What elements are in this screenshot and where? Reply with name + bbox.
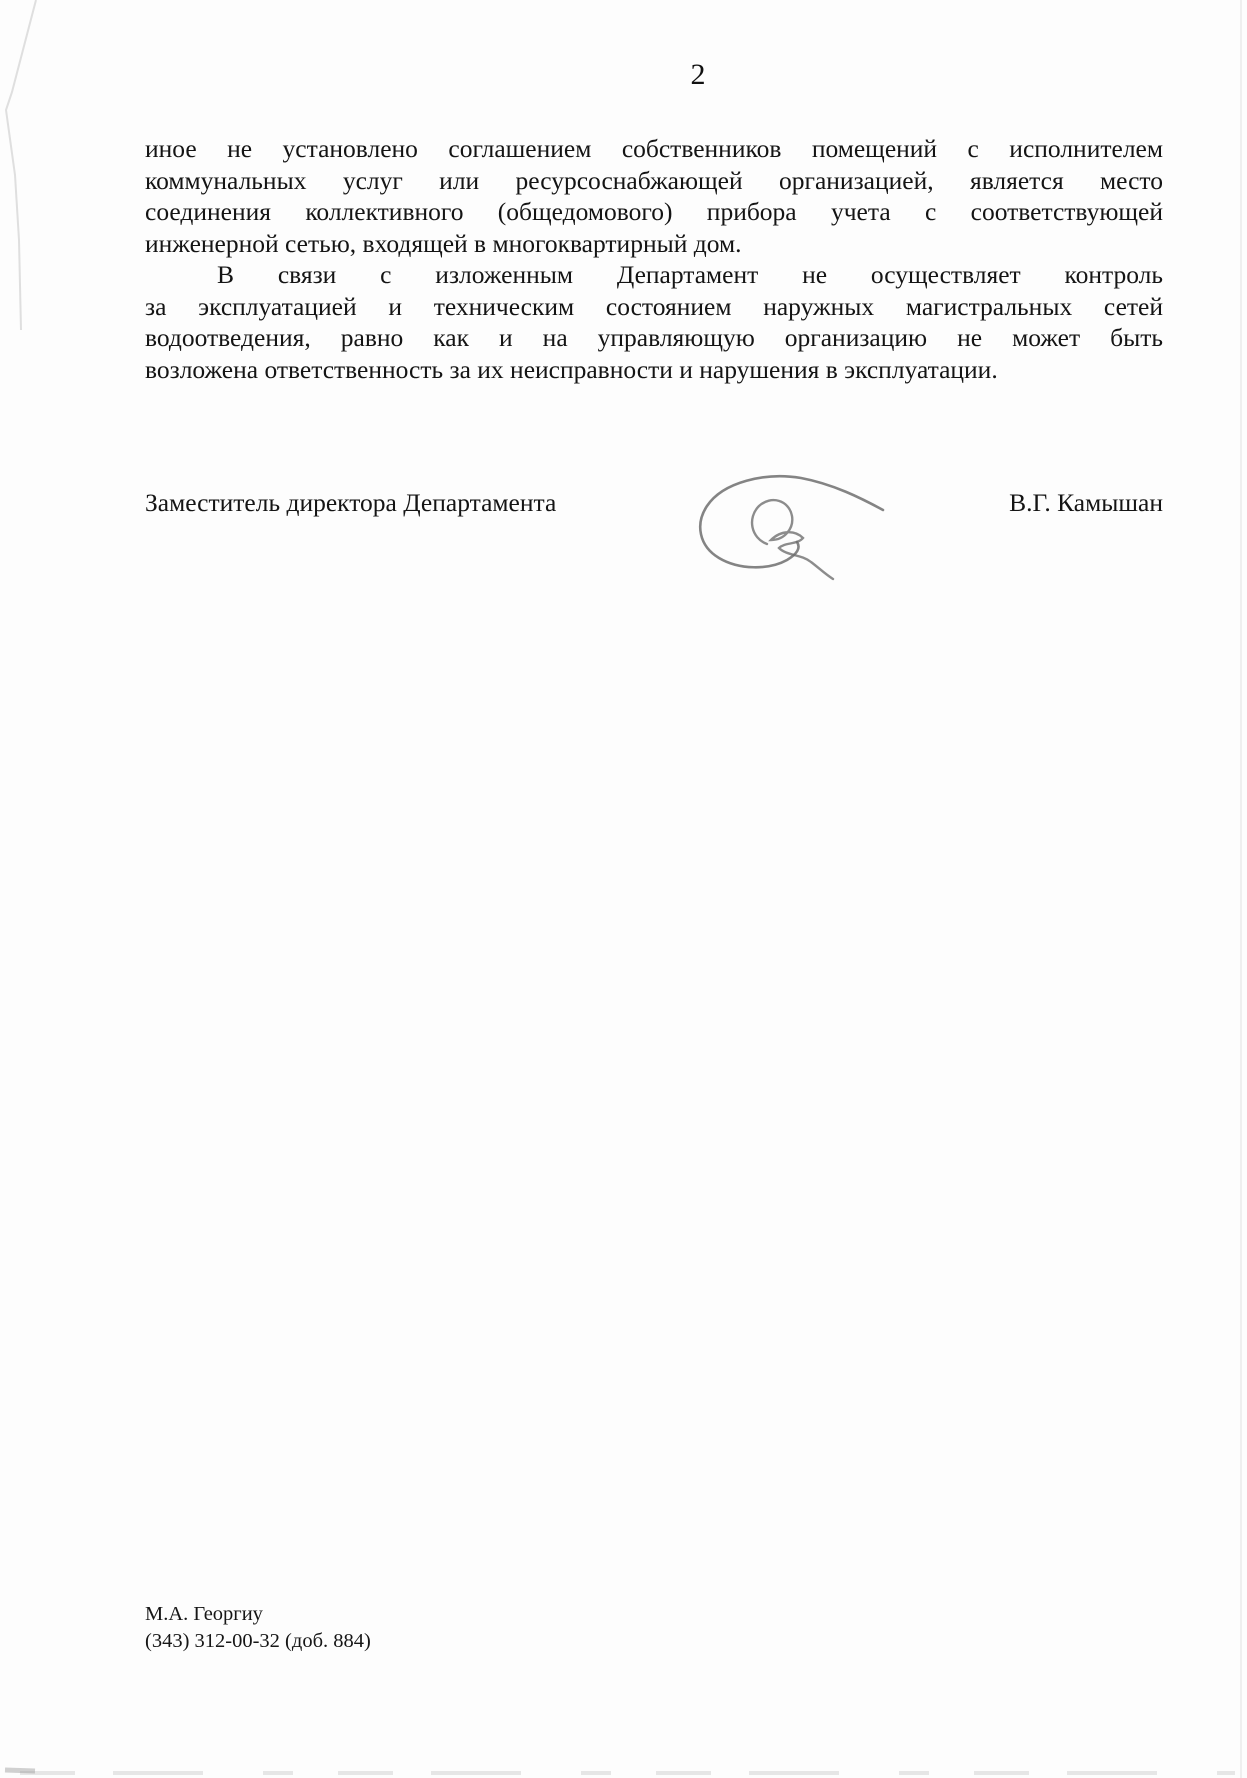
body-line: иное не установлено соглашением собственников помещений с исполнителем	[145, 134, 1163, 163]
signature-scribble	[693, 468, 888, 580]
body-line: В связи с изложенным Департамент не осуществляет контроль	[217, 260, 1163, 289]
page-number: 2	[690, 58, 706, 91]
signature-row	[145, 487, 1163, 518]
signatory-name: В.Г. Камышан	[1009, 488, 1163, 517]
body-line: соединения коллективного (общедомового) прибора учета с соответствующей	[145, 197, 1163, 226]
body-line: возложена ответственность за их неисправности и нарушения в эксплуатации.	[145, 354, 998, 384]
bottom-edge-artifact-2	[5, 1770, 35, 1771]
executor-block	[145, 1601, 371, 1655]
body-line: за эксплуатацией и техническим состоянием наружных магистральных сетей	[145, 291, 1163, 321]
executor-phone: (343) 312-00-32 (доб. 884)	[145, 1630, 371, 1652]
paragraph-2	[145, 259, 1163, 385]
body-line: водоотведения, равно как и на управляющую организацию не может быть	[145, 323, 1163, 352]
executor-name: М.А. Георгиу	[145, 1603, 263, 1625]
signatory-title: Заместитель директора Департамента	[145, 488, 557, 517]
body-text	[145, 133, 1163, 385]
paragraph-1	[145, 133, 1163, 259]
body-line: инженерной сетью, входящей в многоквартирный дом.	[145, 228, 742, 258]
body-line: коммунальных услуг или ресурсоснабжающей организацией, является место	[145, 165, 1163, 195]
corner-crease-line	[6, 0, 36, 330]
